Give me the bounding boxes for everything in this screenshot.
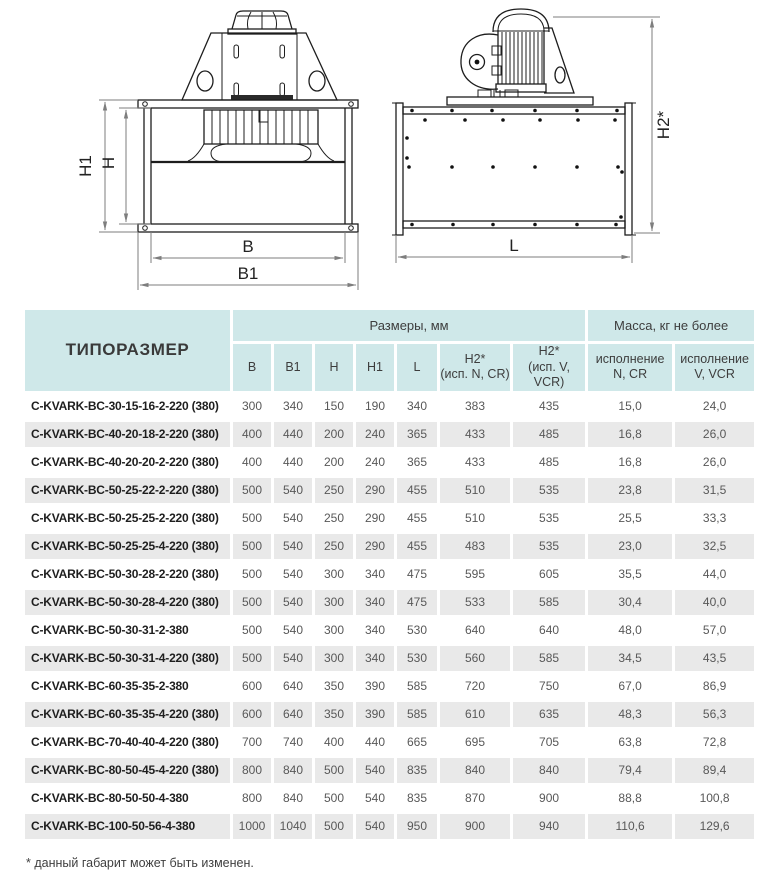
value-cell: 72,8 [702,735,727,750]
value-cell: 440 [364,735,386,750]
value-cell: 23,0 [588,534,672,559]
value-cell: 640 [464,623,486,638]
value-cell: 585 [513,646,585,671]
value-cell: 240 [364,455,386,470]
value-cell: 510 [440,478,510,503]
value-cell: 16,8 [588,422,672,447]
value-cell: 605 [539,567,560,582]
side-duct-left-flange [396,103,403,235]
table-row [25,814,754,839]
model-name-cell: C-KVARK-BC-60-35-35-4-220 (380) [25,702,230,727]
table-title: ТИПОРАЗМЕР [25,310,230,391]
value-cell: 110,6 [588,814,672,839]
value-cell: 290 [356,534,394,559]
value-cell: 63,8 [618,735,642,750]
table-row [25,618,754,643]
value-cell: 455 [397,478,437,503]
table-row [25,590,754,615]
value-cell: 585 [513,590,585,615]
table-row [25,674,754,699]
value-cell: 500 [241,511,263,526]
impeller [188,110,334,162]
value-cell: 290 [356,478,394,503]
value-cell: 695 [464,735,486,750]
value-cell: 840 [440,758,510,783]
value-cell: 475 [397,590,437,615]
value-cell: 340 [364,567,386,582]
value-cell: 560 [440,646,510,671]
value-cell: 44,0 [702,567,727,582]
value-cell: 365 [397,422,437,447]
value-cell: 500 [233,646,271,671]
value-cell: 540 [274,646,312,671]
value-cell: 500 [241,567,263,582]
value-cell: 340 [282,399,304,414]
value-cell: 835 [406,791,428,806]
value-cell: 640 [539,623,560,638]
value-cell: 840 [282,791,304,806]
value-cell: 533 [440,590,510,615]
table-row [25,534,754,559]
model-name-cell: C-KVARK-BC-80-50-50-4-380 [31,791,189,806]
duct-top-flange [138,100,358,108]
dim-label-h2: H2* [654,110,673,140]
value-cell: 31,5 [675,478,754,503]
value-cell: 350 [315,702,353,727]
value-cell: 540 [282,511,304,526]
value-cell: 200 [315,422,353,447]
value-cell: 585 [406,679,428,694]
value-cell: 79,4 [588,758,672,783]
side-duct-right-flange [625,103,632,235]
value-cell: 365 [406,455,428,470]
value-cell: 350 [323,679,345,694]
rivet-dots [405,109,624,227]
model-name-cell: C-KVARK-BC-40-20-18-2-220 (380) [25,422,230,447]
value-cell: 89,4 [675,758,754,783]
model-name-cell: C-KVARK-BC-50-25-22-2-220 (380) [25,478,230,503]
value-cell: 26,0 [702,455,727,470]
dim-label-b1: B1 [237,264,259,283]
value-cell: 300 [323,623,345,638]
value-cell: 1000 [233,814,271,839]
motor-mount-plate [447,97,593,105]
value-cell: 88,8 [618,791,642,806]
model-name-cell: C-KVARK-BC-50-30-28-2-220 (380) [31,567,219,582]
table-row [25,450,754,475]
value-cell: 950 [397,814,437,839]
value-cell: 23,8 [588,478,672,503]
model-name-cell: C-KVARK-BC-50-25-25-4-220 (380) [25,534,230,559]
value-cell: 250 [323,511,345,526]
value-cell: 540 [282,623,304,638]
value-cell: 535 [539,511,560,526]
value-cell: 610 [440,702,510,727]
value-cell: 800 [233,758,271,783]
value-cell: 485 [513,422,585,447]
value-cell: 190 [364,399,386,414]
value-cell: 530 [397,646,437,671]
model-name-cell: C-KVARK-BC-80-50-45-4-220 (380) [25,758,230,783]
value-cell: 30,4 [588,590,672,615]
value-cell: 440 [274,422,312,447]
value-cell: 800 [241,791,263,806]
value-cell: 740 [282,735,304,750]
value-cell: 32,5 [675,534,754,559]
dim-label-b: B [242,237,254,256]
value-cell: 720 [464,679,486,694]
value-cell: 34,5 [588,646,672,671]
value-cell: 455 [406,511,428,526]
value-cell: 300 [323,567,345,582]
value-cell: 200 [323,455,345,470]
value-cell: 390 [356,702,394,727]
value-cell: 485 [539,455,560,470]
side-duct-top-band [403,107,625,114]
table-row [25,422,754,447]
table-row [25,730,754,755]
value-cell: 500 [233,478,271,503]
value-cell: 700 [241,735,263,750]
col-header-mass-v [675,344,754,391]
value-cell: 40,0 [675,590,754,615]
side-duct-bottom-band [403,221,625,228]
value-cell: 340 [356,590,394,615]
value-cell: 16,8 [618,455,642,470]
value-cell: 400 [323,735,345,750]
value-cell: 705 [539,735,560,750]
col-header-h2-v [513,344,585,391]
value-cell: 540 [274,534,312,559]
col-header-h2-n [440,344,510,391]
front-view-dimensions [76,100,358,290]
value-cell: 300 [315,646,353,671]
value-cell: 530 [406,623,428,638]
value-cell: 500 [315,814,353,839]
value-cell: 340 [364,623,386,638]
value-cell: 750 [539,679,560,694]
value-cell: 440 [282,455,304,470]
dimensions-group-header: Размеры, мм [233,310,585,341]
value-cell: 15,0 [618,399,642,414]
value-cell: 940 [513,814,585,839]
value-cell: 250 [315,478,353,503]
model-name-cell: C-KVARK-BC-30-15-16-2-220 (380) [31,399,219,414]
size-spec-table [22,307,757,842]
value-cell: 25,5 [618,511,642,526]
value-cell: 150 [323,399,345,414]
footnote: * данный габарит может быть изменен. [26,855,254,870]
value-cell: 400 [241,455,263,470]
technical-drawings [0,0,762,300]
value-cell: 640 [274,702,312,727]
value-cell: 483 [440,534,510,559]
table-row [25,702,754,727]
value-cell: 433 [464,455,486,470]
value-cell: 535 [513,534,585,559]
dim-label-h1: H1 [76,155,95,177]
mass-group-header: Масса, кг не более [588,310,754,341]
model-name-cell: C-KVARK-BC-70-40-40-4-220 (380) [31,735,219,750]
mass-v-line2: V, VCR [694,367,735,382]
value-cell: 48,0 [618,623,642,638]
mass-n-line2: N, CR [613,367,648,382]
dim-label-l: L [509,236,519,255]
value-cell: 540 [282,567,304,582]
bracket-hole-left [197,71,213,91]
value-cell: 300 [241,399,263,414]
front-view-diagram [76,11,358,290]
model-name-cell: C-KVARK-BC-50-30-28-4-220 (380) [25,590,230,615]
value-cell: 535 [513,478,585,503]
value-cell: 540 [274,590,312,615]
model-name-cell: C-KVARK-BC-60-35-35-2-380 [31,679,189,694]
col-header-b: B [233,344,271,391]
value-cell: 433 [440,422,510,447]
value-cell: 340 [406,399,428,414]
h2-n-line1: H2* [464,351,486,366]
table-row [25,394,754,419]
value-cell: 600 [241,679,263,694]
value-cell: 1040 [274,814,312,839]
duct-bottom-flange [138,224,358,232]
model-name-cell: C-KVARK-BC-50-25-25-2-220 (380) [31,511,219,526]
value-cell: 383 [464,399,486,414]
motor-front-cover [461,34,498,89]
table-body [25,394,754,839]
value-cell: 475 [406,567,428,582]
value-cell: 500 [233,534,271,559]
table-row [25,478,754,503]
value-cell: 240 [356,422,394,447]
value-cell: 455 [397,534,437,559]
col-header-b1: B1 [274,344,312,391]
value-cell: 900 [440,814,510,839]
value-cell: 500 [323,791,345,806]
value-cell: 300 [315,590,353,615]
col-header-h1: H1 [356,344,394,391]
value-cell: 340 [356,646,394,671]
value-cell: 600 [233,702,271,727]
model-name-cell: C-KVARK-BC-50-30-31-4-220 (380) [25,646,230,671]
value-cell: 129,6 [675,814,754,839]
value-cell: 57,0 [702,623,727,638]
mass-n-line1: исполнение [595,351,665,366]
mass-v-line1: исполнение [680,351,749,366]
value-cell: 840 [513,758,585,783]
value-cell: 250 [315,534,353,559]
motor [461,9,574,93]
value-cell: 390 [364,679,386,694]
value-cell: 840 [274,758,312,783]
value-cell: 585 [397,702,437,727]
value-cell: 540 [356,758,394,783]
value-cell: 24,0 [702,399,727,414]
table-row [25,506,754,531]
h2-v-line2: (исп. V, VCR) [528,359,570,390]
h2-v-line1: H2* [538,344,560,358]
col-header-mass-n [588,344,672,391]
value-cell: 290 [364,511,386,526]
value-cell: 26,0 [675,422,754,447]
value-cell: 86,9 [702,679,727,694]
value-cell: 540 [274,478,312,503]
value-cell: 500 [315,758,353,783]
value-cell: 900 [539,791,560,806]
bracket-hole-right [309,71,325,91]
table-row [25,562,754,587]
table-row [25,786,754,811]
value-cell: 48,3 [588,702,672,727]
value-cell: 400 [233,422,271,447]
value-cell: 635 [513,702,585,727]
value-cell: 595 [464,567,486,582]
value-cell: 43,5 [675,646,754,671]
value-cell: 510 [464,511,486,526]
value-cell: 35,5 [618,567,642,582]
value-cell: 67,0 [618,679,642,694]
value-cell: 640 [282,679,304,694]
value-cell: 500 [233,590,271,615]
h2-n-line2: (исп. N, CR) [440,367,510,382]
value-cell: 500 [241,623,263,638]
table-row [25,646,754,671]
value-cell: 835 [397,758,437,783]
value-cell: 56,3 [675,702,754,727]
value-cell: 435 [539,399,560,414]
value-cell: 33,3 [702,511,727,526]
dim-label-h: H [99,156,118,170]
col-header-h: H [315,344,353,391]
value-cell: 540 [364,791,386,806]
value-cell: 100,8 [699,791,730,806]
model-name-cell: C-KVARK-BC-40-20-20-2-220 (380) [31,455,219,470]
model-name-cell: C-KVARK-BC-100-50-56-4-380 [25,814,230,839]
value-cell: 665 [406,735,428,750]
side-view-diagram [392,9,673,263]
col-header-l: L [397,344,437,391]
model-name-cell: C-KVARK-BC-50-30-31-2-380 [31,623,189,638]
table-row [25,758,754,783]
value-cell: 870 [464,791,486,806]
value-cell: 540 [356,814,394,839]
